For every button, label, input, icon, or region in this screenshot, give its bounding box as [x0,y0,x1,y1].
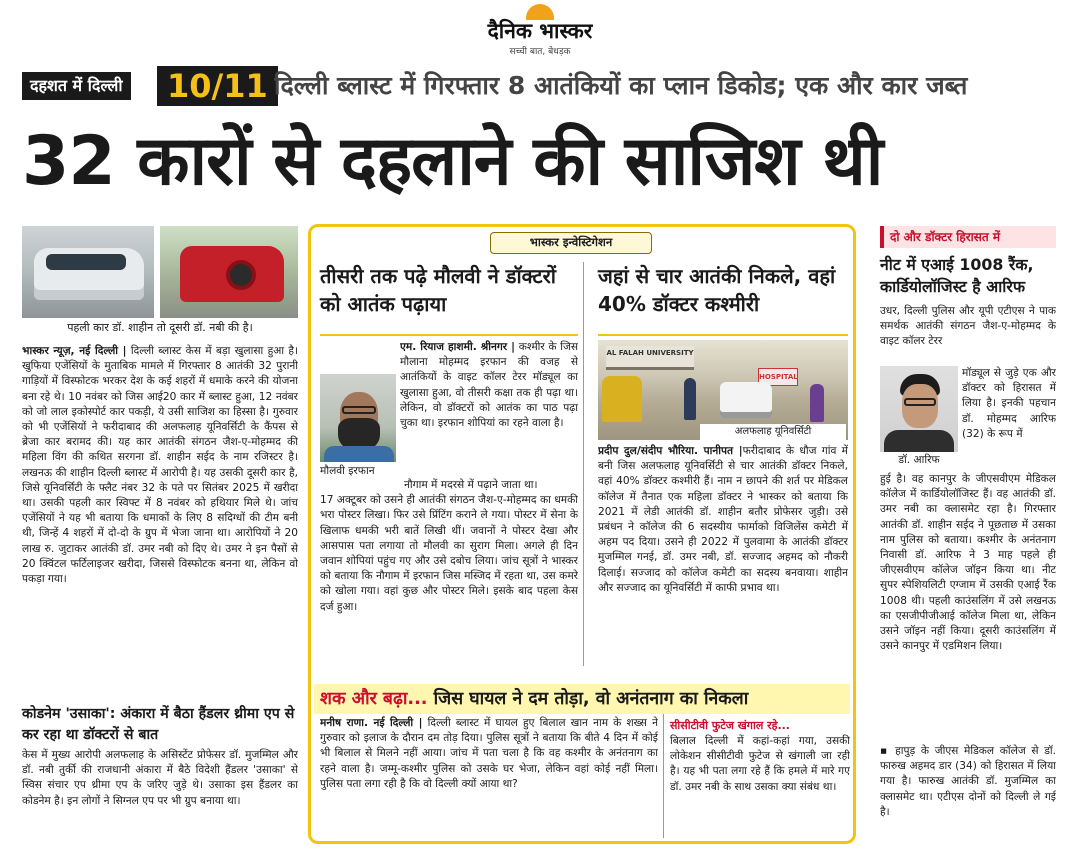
maulvi-story-headline: तीसरी तक पढ़े मौलवी ने डॉक्टरों को आतंक पढ़ाया [320,264,556,316]
right-kicker: दो और डॉक्टर हिरासत में [880,226,1056,248]
university-story-text: फरीदाबाद के धौज गांव में बनी जिस अलफलाह यूनिवर्सिटी से चार आतंकी डॉक्टर निकले, वहां 40% डॉक्टर कश्मीरी हैं। नाम न छापने की शर्त पर मेडिकल कॉलेज में तैनात एक महिला डॉक्टर ने भास्कर को बताया कि 2021 में लेडी आतंकी डॉ. शाहीन बतौर प्रोफेसर जुड़ी। उसे प्रबंधन ने कॉलेज की 6 सदस्यीय फार्माको विजिलेंस कमेटी में अहम पद दिया। उसने ही 2022 में पुलवामा के आतंकी डॉक्टर मुजम्मिल गनई, डॉ. उमर नबी, डॉ. सज्जाद अहमद को नौकरी दिलाई। सज्जाद को कॉलेज कमेटी का सदस्य बनवाया। शाहीन और सज्जाद का यूनिवर्सिटी में काफी प्रभाव था। [598,445,848,594]
university-story-headline: जहां से चार आतंकी निकले, वहां 40% डॉक्टर कश्मीरी [598,264,836,316]
kicker-date: 10/11 [157,66,278,106]
shak-story-body [320,716,658,838]
kicker-row [22,66,1062,106]
headline-rule [598,334,848,336]
right-story-headline: नीट में एआई 1008 रैंक, कार्डियोलॉजिस्ट है आरिफ [880,255,1034,296]
maulvi-story-lead: नौगाम में मदरसे में पढ़ाने जाता था। [404,479,538,491]
masthead [0,0,1080,62]
car-photo-2 [160,226,298,318]
cctv-body: बिलाल दिल्ली में कहां-कहां गया, उसकी लोकेशन सीसीटीवी फुटेज से खंगाली जा रही है। यह भी पता लगा रहे हैं कि हमले में मारे गए डॉ. उमर नबी के साथ उसका क्या संबंध था। [670,735,850,793]
newspaper-name: दैनिक भास्कर [487,19,593,43]
maulvi-photo [320,374,396,462]
newspaper-logo [460,4,620,58]
right-story-body: हुई है। वह कानपुर के जीएसवीएम मेडिकल कॉलेज में कार्डियोलॉजिस्ट हैं। वह आतंकी डॉ. उमर नबी का क्लासमेट रहा है। गिरफ्तार आतंकी डॉ. शाहीन सईद ने पूछताछ में उसका नाम पुलिस को बताया। कश्मीर के अनंतनाग निवासी डॉ. आरिफ ने 3 माह पहले ही जीएसवीएम कॉलेज जॉइन किया था। नीट सुपर स्पेशियलिटी एग्जाम में उसकी एआई रैंक 1008 थी। पहली काउंसलिंग में उसे लखनऊ का एसजीपीजीआई कॉलेज मिला था, लेकिन उसने जॉइन नहीं किया। दूसरी काउंसलिंग में उसने कानपुर में एडमिशन लिया। [880,473,1056,653]
newspaper-tagline: सच्ची बात, बेधड़क [509,47,571,57]
maulvi-story-body [320,478,578,668]
right-story-wrap-text: मॉड्यूल से जुड़े एक और डॉक्टर को हिरासत में लिया है। इनकी पहचान डॉ. मोहम्मद आरिफ (32) के रूप में [962,367,1056,440]
codename-subhead: कोडनेम 'उसाका': अंकारा में बैठा हैंडलर थ्रीमा एप से कर रहा था डॉक्टरों से बात [22,706,295,743]
shak-story-headline [320,684,850,714]
maulvi-story-dateline: एम. रियाज हाशमी. श्रीनगर | [400,341,516,353]
right-story-intro: उधर, दिल्ली पुलिस और यूपी एटीएस ने पाक समर्थक आतंकी संगठन जैश-ए-मोहम्मद के वाइट कॉलर टेरर [880,305,1056,348]
shak-story-text: दिल्ली ब्लास्ट में घायल हुए बिलाल खान नाम के शख्स ने गुरुवार को इलाज के दौरान दम तोड़ दिया। पुलिस सूत्रों ने बताया कि बीते 4 दिन में कोई भी बिलाल से मिलने नहीं आया। जांच में पता चला है कि वह कश्मीर के अनंतनाग का रहने वाला है। जम्मू-कश्मीर पुलिस को उसके घर भेजा, लेकिन वहां कोई नहीं मिला। पुलिस पता लगा रही है कि वो दिल्ली क्यों आया था? [320,717,658,790]
cctv-subhead: सीसीटीवी फुटेज खंगाल रहे... [670,719,790,732]
university-gate-text: AL FALAH UNIVERSITY [606,349,694,357]
car-photo-1 [22,226,154,318]
maulvi-story-intro-text: कश्मीर के जिस मौलाना मोहम्मद इरफान की वजह से आतंकियों के वाइट कॉलर टेरर मॉड्यूल का खुलासा हुआ, वो तीसरी कक्षा तक ही पढ़ा था। लेकिन, वो डॉक्टरों को आतंक का पाठ पढ़ा चुका था। इरफान शोपियां का रहने वाला है। [400,341,578,430]
main-headline: 32 कारों से दहलाने की साजिश थी [22,122,883,201]
hospital-sign: HOSPITAL [758,368,798,386]
maulvi-story-text: 17 अक्टूबर को उसने ही आतंकी संगठन जैश-ए-मोहम्मद का धमकी भरा पोस्टर लिखा। फिर उसे प्रिंटिंग कराने ले गया। पोस्टर में सेना के खिलाफ धमकी भरी बातें लिखी थीं। जवानों ने पोस्टर देखा और आसपास पता लगाया तो मौलवी का सुराग मिला। अगले ही दिन जवान शोपियां पहुंच गए और उसे दबोच लिया। जांच सूत्रों ने भास्कर को बताया कि नौगाम में इरफान जिस मस्जिद में रहता था, उस कमरे को खोला गया। वहां कुछ और पोस्टर मिले। इसके बाद पहला केस दर्ज हुआ। [320,494,578,613]
university-story-body [598,444,848,666]
university-photo-caption: अलफलाह यूनिवर्सिटी [700,424,846,440]
maulvi-photo-caption: मौलवी इरफान [320,465,375,477]
codename-body: केस में मुख्य आरोपी अलफलाह के असिस्टेंट प्रोफेसर डॉ. मुजम्मिल और डॉ. नबी तुर्की की राजधानी अंकारा में बैठे विदेशी हैंडलर 'उसाका' से स्विस संचार एप थ्रीमा एप के जरिए जुड़े थे। उसाका इस हैंडलर का कोडनेम है। इन लोगों ने सिग्नल एप पर भी ग्रुप बनाया था। [22,749,298,807]
shak-headline-red: शक और बढ़ा... [320,689,428,709]
car-photo-caption: पहली कार डॉ. शाहीन तो दूसरी डॉ. नबी की है। [67,321,253,334]
shak-story-dateline: मनीष राणा. नई दिल्ली | [320,717,423,729]
column-divider [663,714,664,838]
headline-rule [320,334,578,336]
doctor-arif-photo [880,366,958,452]
left-story-text: दिल्ली ब्लास्ट केस में बड़ा खुलासा हुआ है। खुफिया एजेंसियों के मुताबिक मामले में गिरफ्तार 8 आतंकी 32 पुरानी गाड़ियों में विस्फोटक भरकर देश के कई शहरों में धमाके करने की योजना बना रहे थे। 10 नवंबर को जिस आई20 कार में ब्लास्ट हुआ, 12 नवंबर को जो लाल इकोस्पोर्ट कार पकड़ी, ये उसी साजिश का हिस्सा है। गुरुवार को भी एजेंसियों ने फरीदाबाद की अलफलाह यूनिवर्सिटी के कैंपस से ब्रेजा कार बरामद की। यह कार आतंकी संगठन जैश-ए-मोहम्मद की महिला विंग की कथित सरगना डॉ. शाहीन सईद के नाम रजिस्टर है। लखनऊ की शाहीन दिल्ली ब्लास्ट में आरोपी है। यह उसकी दूसरी कार है, जिसे यूनिवर्सिटी के फ्लैट नंबर 32 के पते पर सितंबर 2025 में खरीदा था। उसकी पहली कार स्विफ्ट में 8 नवंबर को हथियार मिले थे। जांच एजेंसियों ने यह भी बताया कि धमाकों के लिए 8 सदिग्धों की टीम बनी थी, जिन्हें 4 शहरों में दो-दो के ग्रुप में भेजा जाना था। आरोपियों ने 20 लाख रु. जुटाकर आतंकी डॉ. उमर नबी को दिए थे। उमर ने इन पैसों से 20 क्विंटल फर्टिलाइजर खरीदा, जिससे विस्फोटक बनना था, लेकिन वो पकड़ा गया। [22,345,298,586]
hapur-note: ▪ हापुड़ के जीएस मेडिकल कॉलेज से डॉ. फारुख अहमद डार (34) को हिरासत में लिया गया है। फारुख आतंकी डॉ. मुजम्मिल का क्लासमेट था। एटीएस दोनों को दिल्ली ले गई है। [880,745,1056,818]
kicker-text: दिल्ली ब्लास्ट में गिरफ्तार 8 आतंकियों का प्लान डिकोड; एक और कार जब्त [274,71,968,100]
maulvi-story-intro [400,340,578,476]
kicker-label: दहशत में दिल्ली [22,72,131,100]
university-story-dateline: प्रदीप दुल/संदीप भौरिया. पानीपत | [598,445,743,457]
doctor-arif-caption: डॉ. आरिफ [898,454,940,466]
column-divider [583,262,584,666]
investigation-label: भास्कर इन्वेस्टिगेशन [490,232,652,254]
left-story-body [22,344,298,694]
left-story-dateline: भास्कर न्यूज़, नई दिल्ली | [22,345,127,357]
shak-headline-rest: जिस घायल ने दम तोड़ा, वो अनंतनाग का निकला [427,689,749,709]
